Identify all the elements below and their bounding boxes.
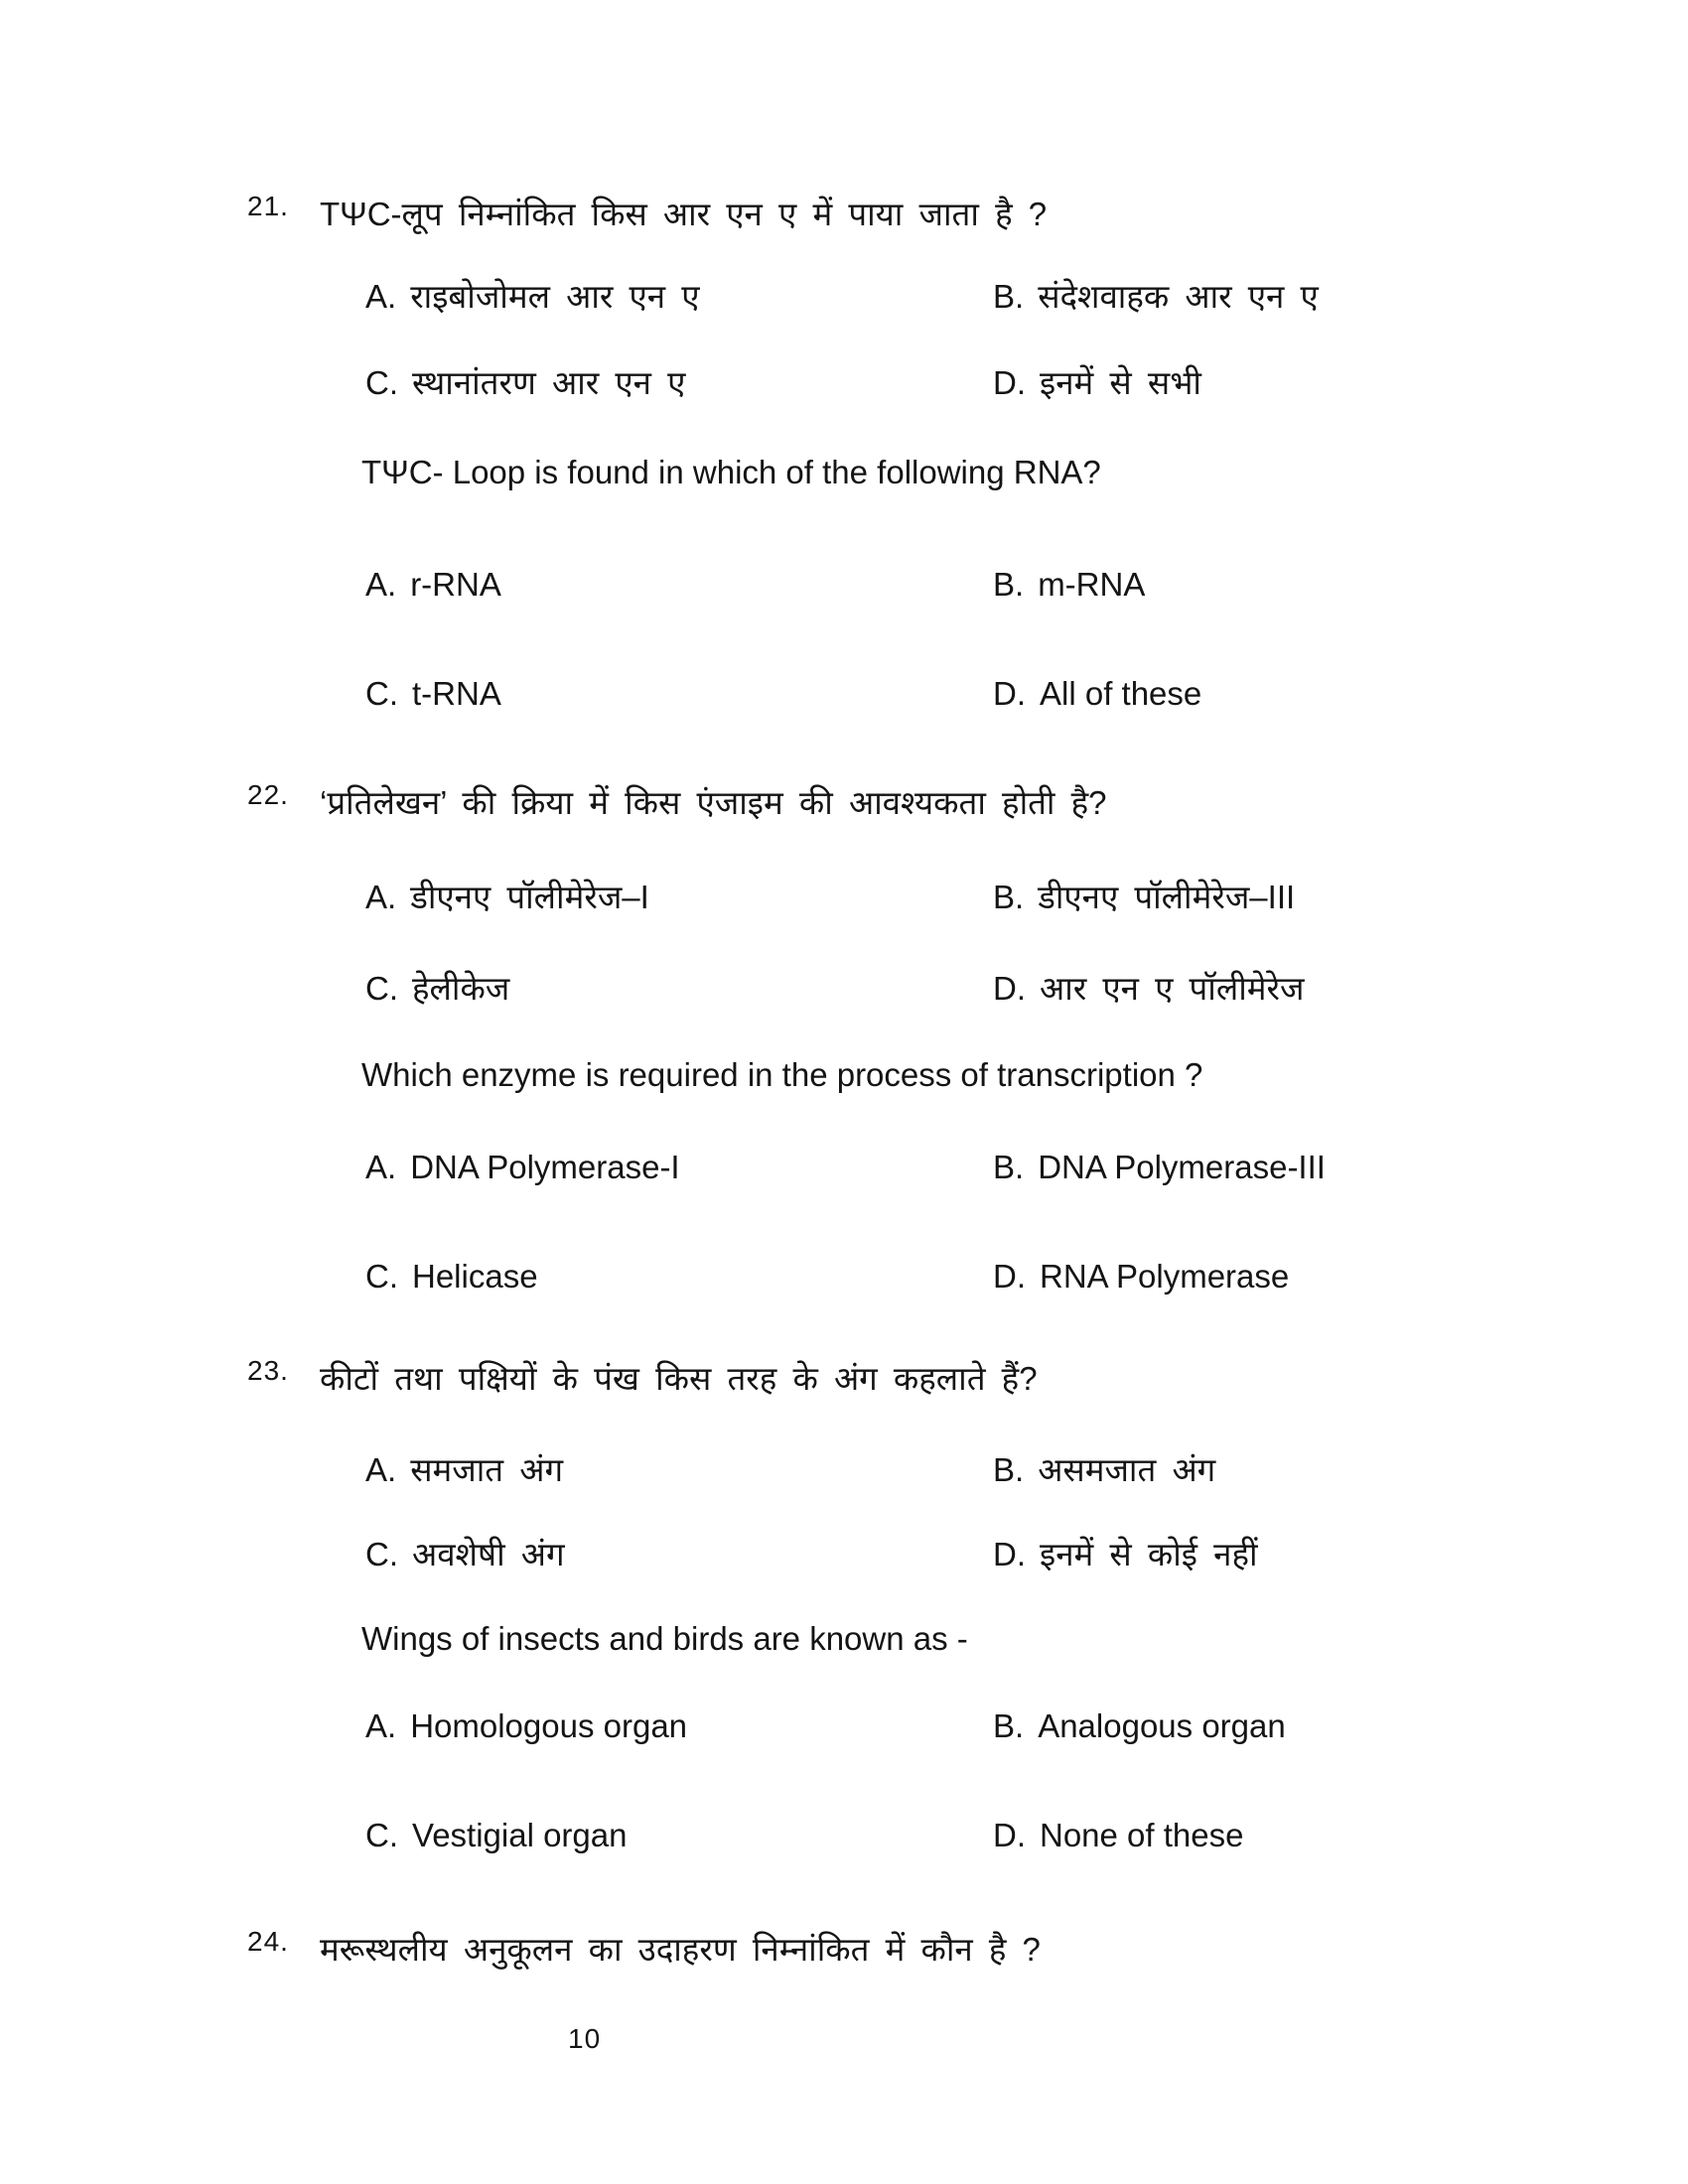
option-a-hindi — [365, 874, 649, 918]
option-letter: C. — [365, 1536, 398, 1572]
option-text: डीएनए पॉलीमेरेज–I — [410, 879, 649, 915]
option-letter: A. — [365, 1451, 397, 1488]
option-text: m-RNA — [1038, 566, 1146, 603]
option-text: हेलीकेज — [412, 970, 510, 1007]
option-letter: B. — [993, 1149, 1025, 1185]
option-d-english — [993, 1258, 1289, 1296]
option-a-hindi — [365, 273, 700, 318]
option-d-english — [993, 1817, 1243, 1854]
question-text-english: Which enzyme is required in the process of transcription ? — [361, 1056, 1203, 1093]
page-number: 10 — [568, 2023, 602, 2054]
option-a-hindi — [365, 1446, 563, 1491]
option-letter: B. — [993, 566, 1025, 603]
option-c-hindi — [365, 1531, 565, 1575]
option-b-hindi — [993, 1446, 1215, 1491]
option-letter: D. — [993, 364, 1026, 401]
option-letter: D. — [993, 1258, 1026, 1295]
option-letter: A. — [365, 566, 397, 603]
option-text: समजात अंग — [410, 1451, 564, 1488]
option-letter: C. — [365, 970, 398, 1007]
option-letter: D. — [993, 970, 1026, 1007]
option-c-english — [365, 675, 501, 713]
option-text: संदेशवाहक आर एन ए — [1038, 278, 1319, 315]
option-d-hindi — [993, 359, 1201, 404]
option-text: डीएनए पॉलीमेरेज–III — [1038, 879, 1296, 915]
option-text: इनमें से कोई नहीं — [1040, 1536, 1258, 1572]
question-text-hindi: TΨC-लूप निम्नांकित किस आर एन ए में पाया जाता है ? — [320, 196, 1048, 232]
option-text: इनमें से सभी — [1040, 364, 1201, 401]
option-text: Analogous organ — [1038, 1707, 1286, 1744]
option-text: DNA Polymerase-III — [1038, 1149, 1326, 1185]
option-c-english — [365, 1258, 538, 1296]
question-text-english: TΨC- Loop is found in which of the following RNA? — [361, 454, 1101, 490]
option-d-hindi — [993, 965, 1304, 1010]
option-text: All of these — [1040, 675, 1202, 712]
option-letter: D. — [993, 675, 1026, 712]
option-b-english — [993, 1149, 1326, 1186]
option-d-english — [993, 675, 1201, 713]
option-a-english — [365, 1707, 687, 1745]
question-text-hindi: ‘प्रतिलेखन’ की क्रिया में किस एंजाइम की आवश्यकता होती है? — [320, 784, 1107, 821]
option-b-english — [993, 1707, 1286, 1745]
question-number: 22. — [247, 779, 289, 810]
option-b-english — [993, 566, 1145, 604]
option-text: t-RNA — [412, 675, 501, 712]
option-text: Vestigial organ — [412, 1817, 628, 1853]
question-text-hindi: कीटों तथा पक्षियों के पंख किस तरह के अंग कहलाते हैं? — [320, 1360, 1038, 1397]
option-b-hindi — [993, 273, 1319, 318]
question-text-hindi: मरूस्थलीय अनुकूलन का उदाहरण निम्नांकित में कौन है ? — [320, 1931, 1041, 1968]
option-letter: B. — [993, 879, 1025, 915]
option-b-hindi — [993, 874, 1295, 918]
option-letter: A. — [365, 879, 397, 915]
option-text: Homologous organ — [410, 1707, 688, 1744]
question-text-english: Wings of insects and birds are known as - — [361, 1620, 968, 1657]
option-letter: C. — [365, 1258, 398, 1295]
question-number: 23. — [247, 1355, 289, 1386]
question-number: 21. — [247, 191, 289, 221]
option-letter: D. — [993, 1817, 1026, 1853]
option-text: असमजात अंग — [1038, 1451, 1216, 1488]
option-text: None of these — [1040, 1817, 1244, 1853]
option-letter: B. — [993, 1451, 1025, 1488]
option-letter: A. — [365, 1149, 397, 1185]
option-letter: A. — [365, 278, 397, 315]
option-letter: C. — [365, 1817, 398, 1853]
option-a-english — [365, 566, 501, 604]
option-c-english — [365, 1817, 627, 1854]
option-c-hindi — [365, 965, 509, 1010]
option-letter: C. — [365, 364, 398, 401]
option-text: आर एन ए पॉलीमेरेज — [1040, 970, 1305, 1007]
option-text: राइबोजोमल आर एन ए — [410, 278, 700, 315]
option-a-english — [365, 1149, 680, 1186]
option-letter: A. — [365, 1707, 397, 1744]
option-text: Helicase — [412, 1258, 538, 1295]
option-text: स्थानांतरण आर एन ए — [412, 364, 686, 401]
option-text: DNA Polymerase-I — [410, 1149, 680, 1185]
option-c-hindi — [365, 359, 685, 404]
option-text: RNA Polymerase — [1040, 1258, 1290, 1295]
question-number: 24. — [247, 1926, 289, 1957]
option-letter: B. — [993, 1707, 1025, 1744]
option-letter: D. — [993, 1536, 1026, 1572]
option-letter: B. — [993, 278, 1025, 315]
option-letter: C. — [365, 675, 398, 712]
option-text: r-RNA — [410, 566, 501, 603]
option-text: अवशेषी अंग — [412, 1536, 565, 1572]
option-d-hindi — [993, 1531, 1258, 1575]
